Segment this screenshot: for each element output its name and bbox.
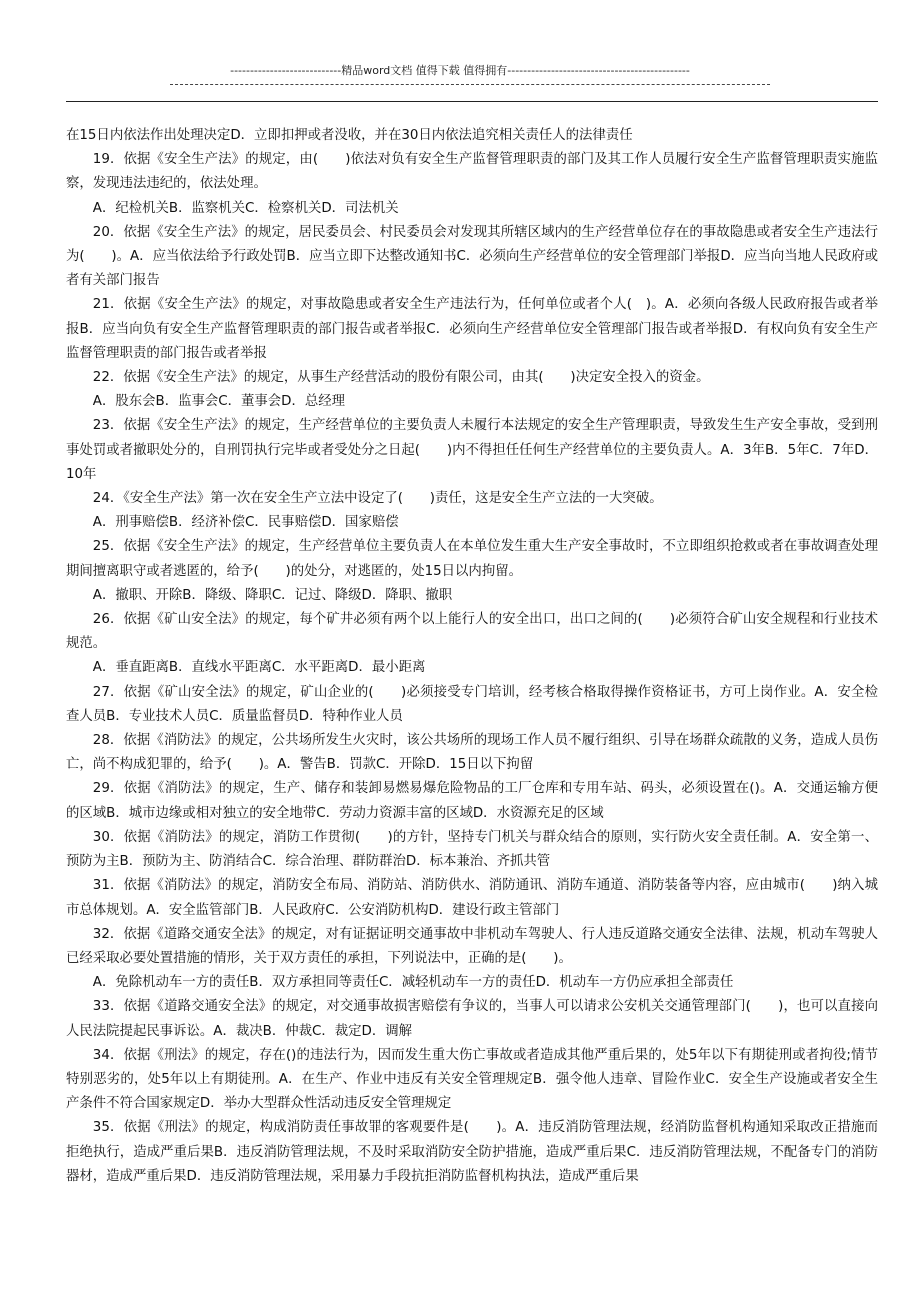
question-paragraph: 32．依据《道路交通安全法》的规定，对有证据证明交通事故中非机动车驾驶人、行人违反道路交通安全法律、法规，机动车驾驶人已经采取必要处置措施的情形，关于双方责任的承担，下列说法中，正确的是( )。 xyxy=(66,926,878,966)
question-paragraph: 31．依据《消防法》的规定，消防安全布局、消防站、消防供水、消防通讯、消防车通道、消防装备等内容，应由城市( )纳入城市总体规划。A．安全监管部门B．人民政府C．公安消防机构D．建设行政主管部门 xyxy=(66,878,878,918)
question-paragraph: 22．依据《安全生产法》的规定，从事生产经营活动的股份有限公司，由其( )决定安全投入的资金。 xyxy=(92,370,710,386)
question-paragraph: 29．依据《消防法》的规定，生产、储存和装卸易燃易爆危险物品的工厂仓库和专用车站、码头，必须设置在()。A．交通运输方便的区域B．城市边缘或相对独立的安全地带C．劳动力资源丰富的区域D．水资源充足的区域 xyxy=(66,781,878,821)
question-paragraph: 19．依据《安全生产法》的规定，由( )依法对负有安全生产监督管理职责的部门及其工作人员履行安全生产监督管理职责实施监察，发现违法违纪的，依法处理。 xyxy=(66,152,878,192)
question-paragraph: A．股东会B．监事会C．董事会D．总经理 xyxy=(92,394,346,410)
question-paragraph: 25．依据《安全生产法》的规定，生产经营单位主要负责人在本单位发生重大生产安全事故时，不立即组织抢救或者在事故调查处理期间擅离职守或者逃匿的，给予( )的处分，对逃匿的，处15日以内拘留。 xyxy=(66,539,878,579)
question-paragraph: 33．依据《道路交通安全法》的规定，对交通事故损害赔偿有争议的，当事人可以请求公安机关交通管理部门( )，也可以直接向人民法院提起民事诉讼。A．裁决B．仲裁C．裁定D．调解 xyxy=(66,999,878,1039)
page-header xyxy=(0,64,920,78)
question-paragraph: 24．《安全生产法》第一次在安全生产立法中设定了( )责任，这是安全生产立法的一大突破。 xyxy=(92,491,663,507)
question-paragraph: 在15日内依法作出处理决定D．立即扣押或者没收，并在30日内依法追究相关责任人的法律责任 xyxy=(66,128,633,143)
question-paragraph: 26．依据《矿山安全法》的规定，每个矿井必须有两个以上能行人的安全出口，出口之间的( )必须符合矿山安全规程和行业技术规范。 xyxy=(66,612,878,652)
question-paragraph: 20．依据《安全生产法》的规定，居民委员会、村民委员会对发现其所辖区域内的生产经营单位存在的事故隐患或者安全生产违法行为( )。A．应当依法给予行政处罚B．应当立即下达整改通知书C．必须向生产经营单位的安全管理部门举报D．应当向当地人民政府或者有关部门报告 xyxy=(66,224,878,289)
question-paragraph: 27．依据《矿山安全法》的规定，矿山企业的( )必须接受专门培训，经考核合格取得操作资格证书，方可上岗作业。A．安全检查人员B．专业技术人员C．质量监督员D．特种作业人员 xyxy=(66,684,878,724)
header-dashed-line xyxy=(170,84,770,86)
question-paragraph: A．刑事赔偿B．经济补偿C．民事赔偿D．国家赔偿 xyxy=(92,515,399,531)
question-paragraph: A．免除机动车一方的责任B．双方承担同等责任C．减轻机动车一方的责任D．机动车一方仍应承担全部责任 xyxy=(92,975,734,991)
question-paragraph: 23．依据《安全生产法》的规定，生产经营单位的主要负责人未履行本法规定的安全生产管理职责，导致发生生产安全事故，受到刑事处罚或者撤职处分的，自刑罚执行完毕或者受处分之日起( )内不得担任任何生产经营单位的主要负责人。A．3年B．5年C．7年D．10年 xyxy=(66,418,878,482)
question-paragraph: 34．依据《刑法》的规定，存在()的违法行为，因而发生重大伤亡事故或者造成其他严重后果的，处5年以下有期徒刑或者拘役;情节特别恶劣的，处5年以上有期徒刑。A．在生产、作业中违反有关安全管理规定B．强令他人违章、冒险作业C．安全生产设施或者安全生产条件不符合国家规定D．举办大型群众性活动违反安全管理规定 xyxy=(66,1047,878,1112)
question-paragraph: A．纪检机关B．监察机关C．检察机关D．司法机关 xyxy=(92,200,399,216)
document-body xyxy=(66,124,878,1189)
question-paragraph: A．撤职、开除B．降级、降职C．记过、降级D．降职、撤职 xyxy=(92,587,453,603)
question-paragraph: 28．依据《消防法》的规定，公共场所发生火灾时，该公共场所的现场工作人员不履行组织、引导在场群众疏散的义务，造成人员伤亡，尚不构成犯罪的，给予( )。A．警告B．罚款C．开除D．15日以下拘留 xyxy=(66,733,878,773)
question-paragraph: A．垂直距离B．直线水平距离C．水平距离D．最小距离 xyxy=(92,660,426,676)
question-paragraph: 30．依据《消防法》的规定，消防工作贯彻( )的方针，坚持专门机关与群众结合的原则，实行防火安全责任制。A．安全第一、预防为主B．预防为主、防消结合C．综合治理、群防群治D．标本兼治、齐抓共管 xyxy=(66,829,878,870)
header-banner: ----------------------------精品word文档 值得下载 值得拥有---------------------------------------------- xyxy=(230,64,690,77)
question-paragraph: 21．依据《安全生产法》的规定，对事故隐患或者安全生产违法行为，任何单位或者个人( )。A．必须向各级人民政府报告或者举报B．应当向负有安全生产监督管理职责的部门报告或者举报C．必须向生产经营单位安全管理部门报告或者举报D．有权向负有安全生产监督管理职责的部门报告或者举报 xyxy=(66,297,878,361)
question-paragraph: 35．依据《刑法》的规定，构成消防责任事故罪的客观要件是( )。A．违反消防管理法规，经消防监督机构通知采取改正措施而拒绝执行，造成严重后果B．违反消防管理法规，不及时采取消防安全防护措施，造成严重后果C．违反消防管理法规，不配备专门的消防器材，造成严重后果D．违反消防管理法规，采用暴力手段抗拒消防监督机构执法，造成严重后果 xyxy=(66,1120,878,1184)
header-rule xyxy=(66,101,878,102)
